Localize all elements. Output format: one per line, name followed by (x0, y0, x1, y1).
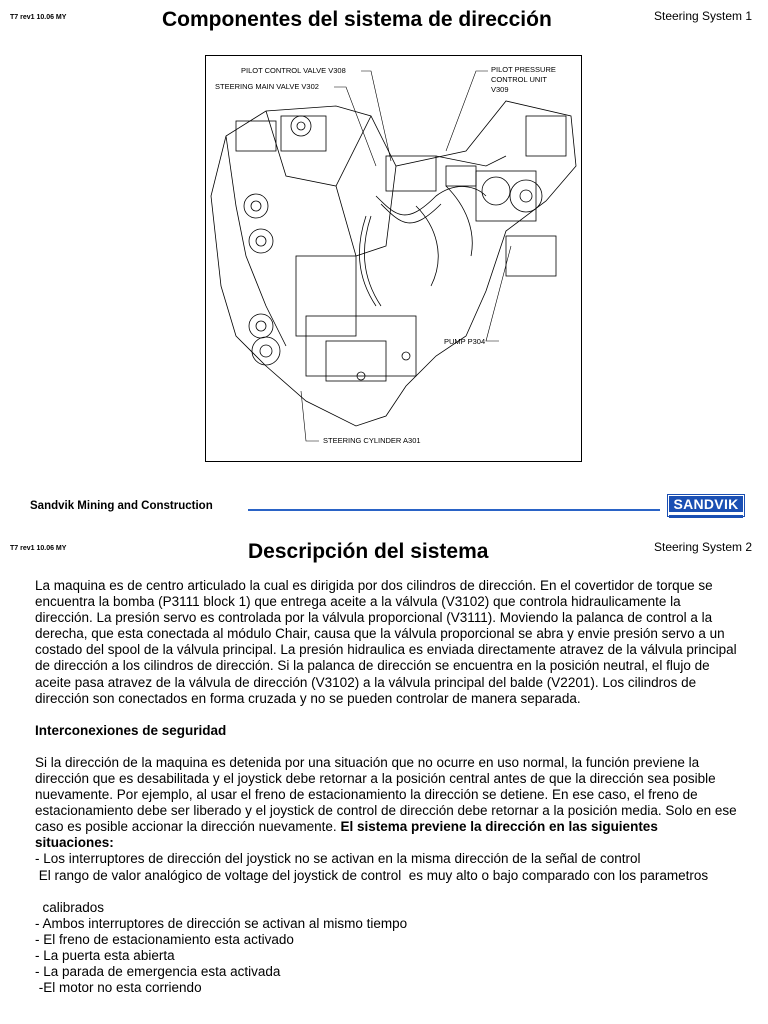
label-pilot-pressure-line2: CONTROL UNIT (491, 75, 547, 84)
list-item: -El motor no esta corriendo (35, 980, 202, 996)
label-pilot-pressure-line3: V309 (491, 85, 509, 94)
sandvik-logo-text: SANDVIK (669, 496, 743, 515)
label-pump: PUMP P304 (444, 337, 486, 346)
safety-paragraph (35, 755, 740, 852)
safety-paragraph-bold: El sistema previene la dirección en las siguientes situaciones: (35, 819, 658, 851)
safety-paragraph-text: Si la dirección de la maquina es detenida por una situación que no ocurre en uso normal, la función previene la dirección que es desabilitada y el joystick debe retornar a la posición central antes de que la dirección sea posible nuevamente. Por ejemplo, al usar el freno de estacionamiento la dirección se detiene. En ese caso, el freno de estacionamiento debe ser liberado y el joystick de control de dirección debe retornar a la posición media. Solo en ese caso es posible accionar la dirección nuevamente. (35, 754, 737, 835)
list-item: calibrados (35, 899, 105, 915)
slide2-revision: T7 rev1 10.06 MY (10, 545, 67, 552)
list-item: - Ambos interruptores de dirección se activan al mismo tiempo (35, 915, 408, 931)
list-item: - La parada de emergencia esta activada (35, 963, 281, 979)
list-item: El rango de valor analógico de voltage del joystick de control es muy alto o bajo comparado con los parametros (35, 867, 709, 883)
slide2-title: Descripción del sistema (248, 540, 489, 563)
safety-heading: Interconexiones de seguridad (35, 722, 227, 738)
label-steering-cylinder: STEERING CYLINDER A301 (323, 436, 421, 445)
slide1-tag: Steering System 1 (654, 9, 753, 23)
list-item: - El freno de estacionamiento esta activado (35, 931, 294, 947)
label-pilot-pressure-line1: PILOT PRESSURE (491, 65, 556, 74)
list-item: - Los interruptores de dirección del joystick no se activan en la misma dirección de la señal de control (35, 851, 641, 867)
description-paragraph: La maquina es de centro articulado la cual es dirigida por dos cilindros de dirección. En el covertidor de torque se encuentra la bomba (P3111 block 1) que entrega aceite a la válvula (V3102) que controla hidraulicamente la dirección. La presión servo es controlada por la válvula proporcional (V3111). Moviendo la palanca de control a la derecha, que esta conectada al módulo Chair, causa que la válvula proporcional se abra y envie presión servo a un costado del spool de la válvula principal. La presión hidraulica es enviada directamente atravez de la válvula principal de dirección a los cilindros de dirección. Si la palanca de dirección se encuentra en la posición neutral, el flujo de aceite pasa atravez de la válvula de dirección (V3102) a la válvula principal del balde (V2201). Los cilindros de dirección son conectados en forma cruzada y no se pueden controlar de manera separada. (35, 578, 737, 706)
label-steering-main-valve: STEERING MAIN VALVE V302 (215, 82, 319, 91)
list-item: - La puerta esta abierta (35, 947, 175, 963)
slide1-title: Componentes del sistema de dirección (162, 8, 552, 31)
footer-rule (248, 509, 660, 511)
slide1-revision: T7 rev1 10.06 MY (10, 14, 67, 21)
label-pilot-control-valve: PILOT CONTROL VALVE V308 (241, 66, 346, 75)
company-name: Sandvik Mining and Construction (30, 500, 213, 512)
sandvik-logo (667, 494, 745, 517)
slide2-body (35, 578, 740, 996)
steering-system-diagram (205, 55, 582, 462)
diagram-drawing (206, 56, 581, 461)
slide2-tag: Steering System 2 (654, 540, 753, 554)
